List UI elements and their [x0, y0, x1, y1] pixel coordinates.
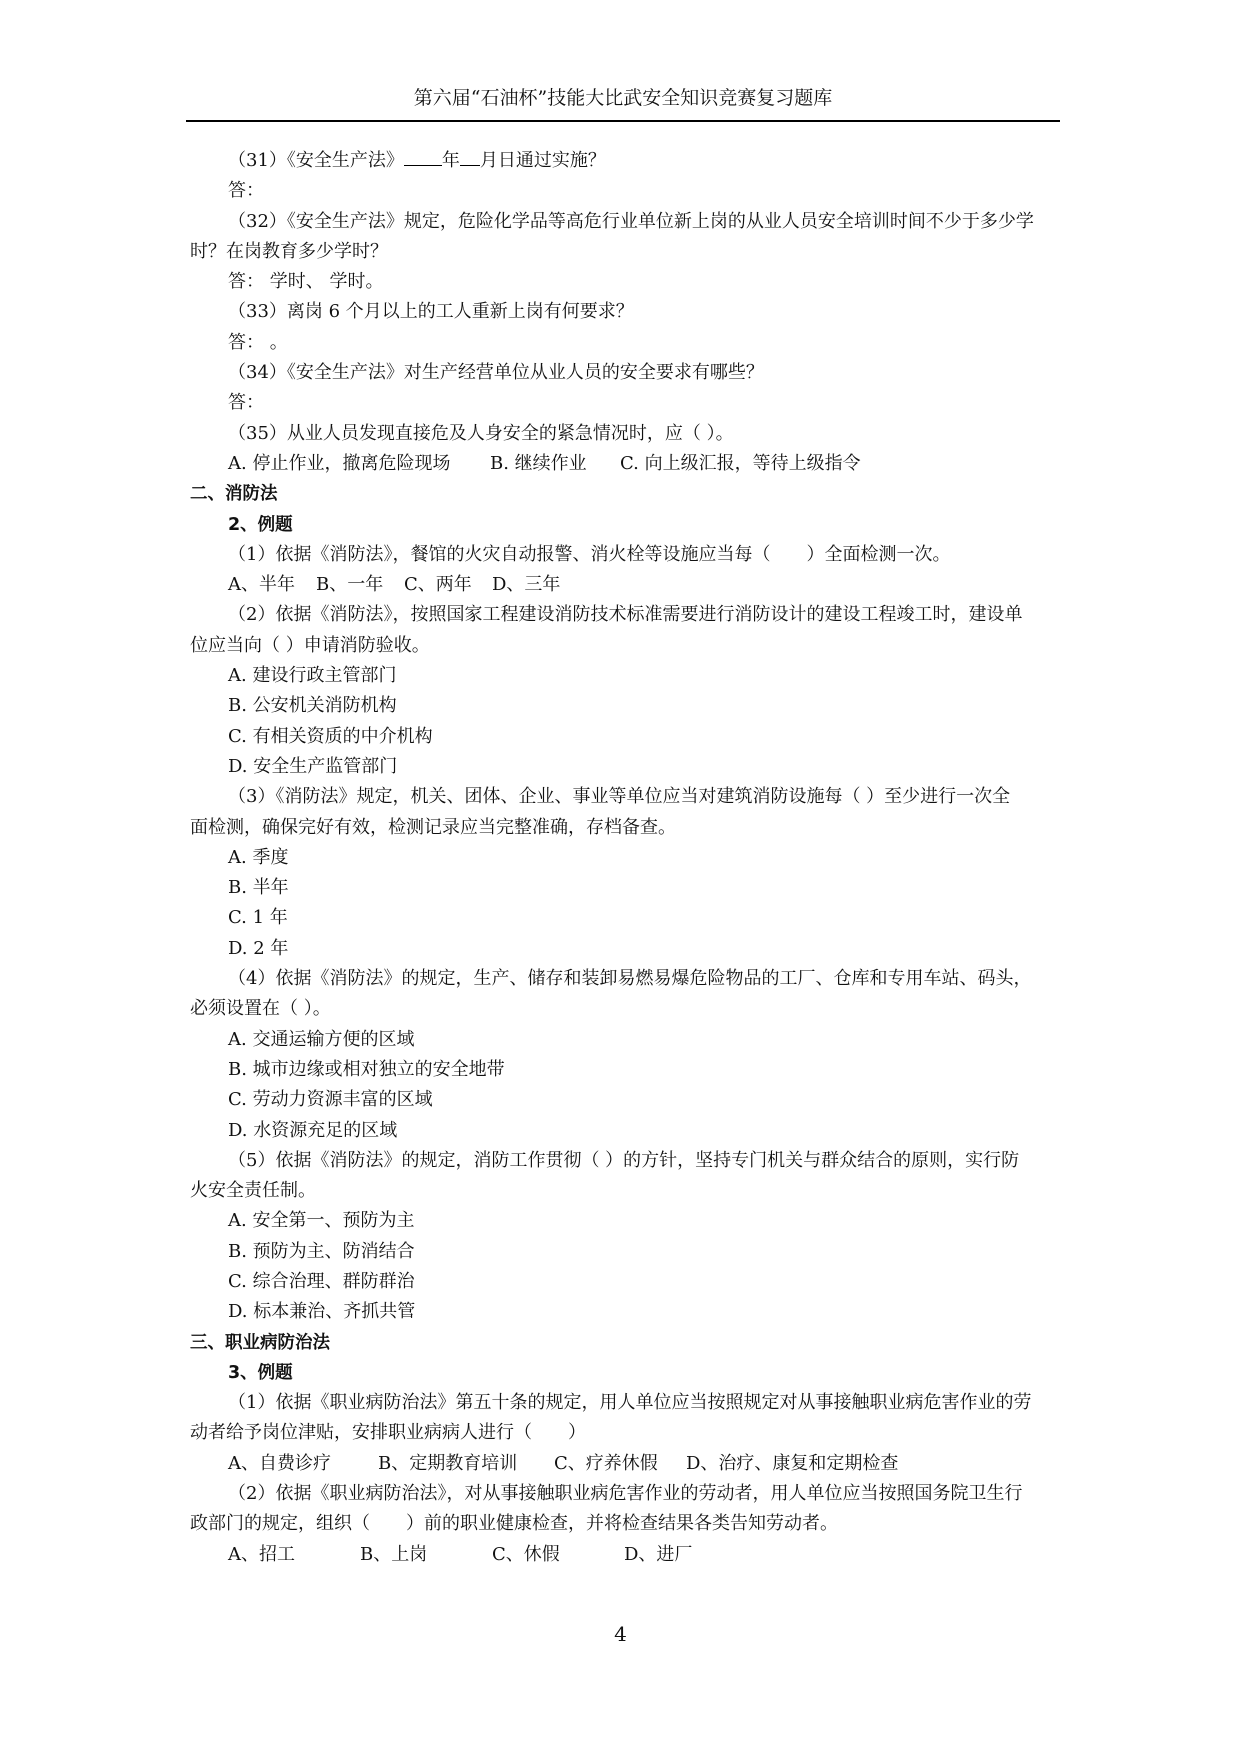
option: A. 季度: [228, 846, 289, 868]
option: C. 有相关资质的中介机构: [228, 725, 433, 747]
option: C、休假: [492, 1543, 560, 1565]
option: A. 交通运输方便的区域: [228, 1028, 415, 1050]
fire-question-5-line1: （5）依据《消防法》的规定，消防工作贯彻（ ）的方针，坚持专门机关与群众结合的原则，实行防: [228, 1149, 1020, 1171]
option: C、两年: [404, 574, 472, 596]
option: D. 安全生产监管部门: [228, 755, 398, 777]
option: C. 向上级汇报，等待上级指令: [620, 452, 861, 474]
option: C、疗养休假: [554, 1452, 658, 1474]
answer-31: 答：: [228, 180, 264, 202]
question-34: （34）《安全生产法》对生产经营单位从业人员的安全要求有哪些？: [228, 362, 764, 384]
options-35: [190, 449, 1060, 479]
option: B. 继续作业: [490, 452, 587, 474]
fire-question-1: （1）依据《消防法》，餐馆的火灾自动报警、消火栓等设施应当每（ ）全面检测一次。: [228, 543, 951, 565]
option: B. 公安机关消防机构: [228, 695, 397, 717]
question-31: （31）《安全生产法》 年 月日通过实施？: [190, 146, 1060, 176]
option: D、治疗、康复和定期检查: [686, 1452, 899, 1474]
option: B. 半年: [228, 877, 289, 899]
fire-question-3-line2: 面检测，确保完好有效，检测记录应当完整准确，存档备查。: [190, 816, 676, 838]
option: D. 2 年: [228, 937, 289, 959]
option: D、进厂: [624, 1543, 693, 1565]
occ-question-2-line1: （2）依据《职业病防治法》，对从事接触职业病危害作业的劳动者，用人单位应当按照国务院卫生行: [228, 1483, 1023, 1505]
fire-question-4-line2: 必须设置在（ ）。: [190, 998, 331, 1020]
fire-question-3-line1: （3）《消防法》规定，机关、团体、企业、事业等单位应当对建筑消防设施每（ ）至少进行一次全: [228, 786, 1011, 808]
occ-options-1: [190, 1449, 1060, 1479]
option: B. 城市边缘或相对独立的安全地带: [228, 1058, 505, 1080]
page-header: 第六届“石油杯”技能大比武安全知识竞赛复习题库: [413, 87, 833, 109]
option: A、自费诊疗: [228, 1452, 331, 1474]
occ-question-1-line1: （1）依据《职业病防治法》第五十条的规定，用人单位应当按照规定对从事接触职业病危害作业的劳: [228, 1392, 1032, 1414]
option: D. 标本兼治、齐抓共管: [228, 1301, 416, 1323]
answer-34: 答：: [228, 392, 264, 414]
section-title-fire-law: 二、消防法: [190, 484, 278, 505]
option: C. 1 年: [228, 907, 288, 929]
option: D. 水资源充足的区域: [228, 1119, 398, 1141]
option: A. 安全第一、预防为主: [228, 1210, 415, 1232]
option: C. 综合治理、群防群治: [228, 1270, 415, 1292]
option: A. 建设行政主管部门: [228, 665, 397, 687]
option: A. 停止作业，撤离危险现场: [228, 452, 451, 474]
header-divider: [186, 120, 1060, 122]
answer-32: 答： 学时、 学时。: [228, 271, 384, 293]
option: B. 预防为主、防消结合: [228, 1240, 415, 1262]
option: C. 劳动力资源丰富的区域: [228, 1089, 433, 1111]
fire-options-1: [190, 570, 1060, 600]
fire-question-5-line2: 火安全责任制。: [190, 1180, 316, 1202]
blank-month: [460, 147, 480, 166]
question-35: （35）从业人员发现直接危及人身安全的紧急情况时，应（ ）。: [228, 422, 734, 444]
answer-33: 答： 。: [228, 331, 288, 353]
question-33: （33）离岗 6 个月以上的工人重新上岗有何要求？: [228, 301, 634, 323]
fire-question-2-line2: 位应当向（ ）申请消防验收。: [190, 634, 430, 656]
subsection-title: 2、例题: [228, 514, 293, 535]
option: B、一年: [316, 574, 384, 596]
question-32-line1: （32）《安全生产法》规定，危险化学品等高危行业单位新上岗的从业人员安全培训时间不少于多少学: [228, 210, 1034, 232]
occ-options-2: [190, 1540, 1060, 1570]
occ-question-1-line2: 动者给予岗位津贴，安排职业病病人进行（ ）: [190, 1422, 586, 1444]
option: A、招工: [228, 1543, 295, 1565]
subsection-title: 3、例题: [228, 1362, 293, 1383]
fire-question-2-line1: （2）依据《消防法》，按照国家工程建设消防技术标准需要进行消防设计的建设工程竣工时，建设单: [228, 604, 1023, 626]
page-number: 4: [614, 1622, 627, 1646]
blank-year: [404, 147, 442, 166]
option: B、上岗: [360, 1543, 428, 1565]
option: B、定期教育培训: [378, 1452, 518, 1474]
occ-question-2-line2: 政部门的规定，组织（ ）前的职业健康检查，并将检查结果各类告知劳动者。: [190, 1513, 838, 1535]
section-title-occupational-disease-law: 三、职业病防治法: [190, 1332, 330, 1353]
document-body: [190, 146, 1060, 1570]
question-32-line2: 时？在岗教育多少学时？: [190, 240, 388, 262]
fire-question-4-line1: （4）依据《消防法》的规定，生产、储存和装卸易燃易爆危险物品的工厂、仓库和专用车站、码头，: [228, 968, 1032, 990]
option: D、三年: [492, 574, 561, 596]
option: A、半年: [228, 574, 295, 596]
